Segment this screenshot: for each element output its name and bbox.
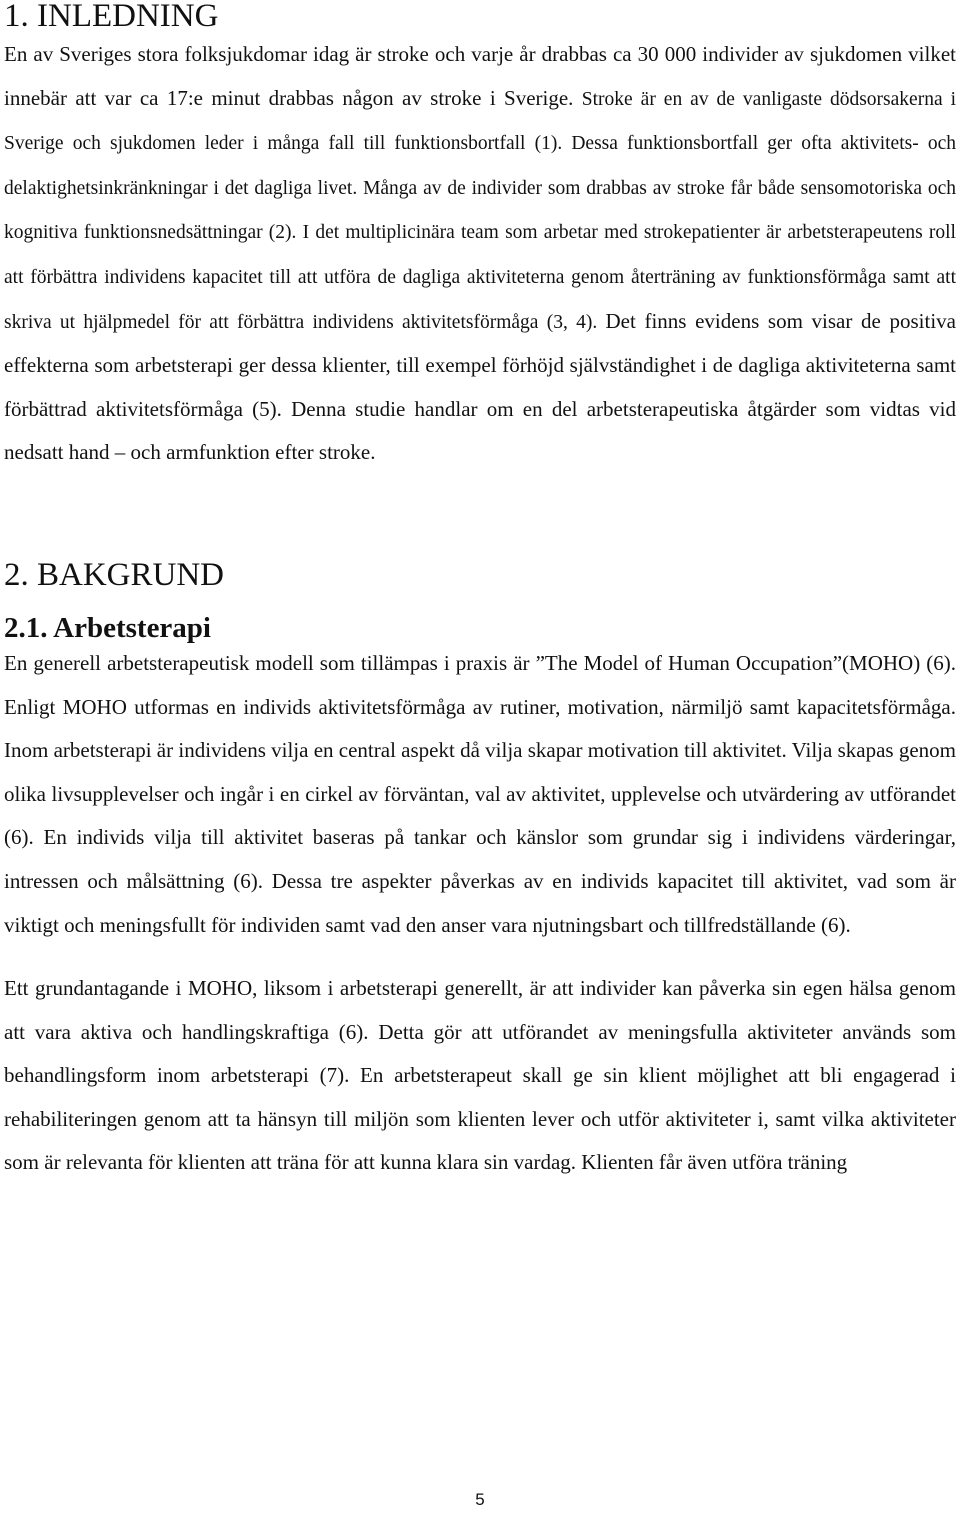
- page-number: 5: [475, 1490, 485, 1509]
- paragraph-inledning-part-3: I det multiplicinära team som arbetar med strokepatienter är arbetsterapeutens roll att förbättra individens kapacitet till att utföra de dagliga aktiviteterna genom återträning av funktionsförmåga samt att skriva ut hjälpmedel för att förbättra individens aktivitetsförmåga (3, 4).: [4, 222, 956, 333]
- paragraph-arbetsterapi-1: En generell arbetsterapeutisk modell som tillämpas i praxis är ”The Model of Human Occupation”(MOHO) (6). Enligt MOHO utformas en individs aktivitetsförmåga av rutiner, motivation, närmiljö samt kapacitetsförmåga. Inom arbetsterapi är individens vilja en central aspekt då vilja skapar motivation till aktivitet. Vilja skapas genom olika livsupplevelser och ingår i en cirkel av förväntan, val av aktivitet, upplevelse och utvärdering av utförandet (6). En individs vilja till aktivitet baseras på tankar och känslor som grundar sig i individens värderingar, intressen och målsättning (6). Dessa tre aspekter påverkas av en individs kapacitet till aktivitet, vad som är viktigt och meningsfullt för individen samt vad den anser vara njutningsbart och tillfredställande (6).: [4, 650, 956, 937]
- section-heading-bakgrund: 2. BAKGRUND: [4, 556, 225, 593]
- section-heading-inledning: 1. INLEDNING: [4, 0, 219, 34]
- paragraph-inledning-part-2: Stroke är en av de vanligaste dödsorsakerna i Sverige och sjukdomen leder i många fall till funktionsbortfall (1). Dessa funktionsbortfall ger ofta aktivitets- och delaktighetsinkränkningar i det dagliga livet. Många av de individer som drabbas av stroke får både sensomotoriska och kognitiva funktionsnedsättningar (2).: [4, 88, 956, 244]
- paragraph-inledning-part-4: Det finns evidens som visar de positiva effekterna som arbetsterapi ger dessa klienter, till exempel förhöjd självständighet i de dagliga aktiviteterna samt förbättrad aktivitetsförmåga (5). Denna studie handlar om en del arbetsterapeutiska åtgärder som vidtas vid nedsatt hand – och armfunktion efter stroke.: [4, 308, 956, 465]
- section-spacer: [4, 475, 956, 559]
- paragraph-inledning-part-1: En av Sveriges stora folksjukdomar idag är stroke och varje år drabbas ca 30 000 individer av sjukdomen vilket innebär att var ca 17:e minut drabbas någon av stroke i Sverige.: [4, 42, 956, 110]
- document-page: [4, 0, 956, 1185]
- paragraph-inledning: [4, 33, 956, 475]
- paragraph-arbetsterapi-2: Ett grundantagande i MOHO, liksom i arbetsterapi generellt, är att individer kan påverka sin egen hälsa genom att vara aktiva och handlingskraftiga (6). Detta gör att utförandet av meningsfulla aktiviteter används som behandlingsform inom arbetsterapi (7). En arbetsterapeut skall ge sin klient möjlighet att bli engagerad i rehabiliteringen genom att ta hänsyn till miljön som klienten lever och utför aktiviteter i, samt vilka aktiviteter som är relevanta för klienten att träna för att kunna klara sin vardag. Klienten får även utföra träning: [4, 976, 956, 1175]
- heading-spacer: [4, 592, 956, 612]
- subsection-heading-arbetsterapi: 2.1. Arbetsterapi: [4, 611, 211, 644]
